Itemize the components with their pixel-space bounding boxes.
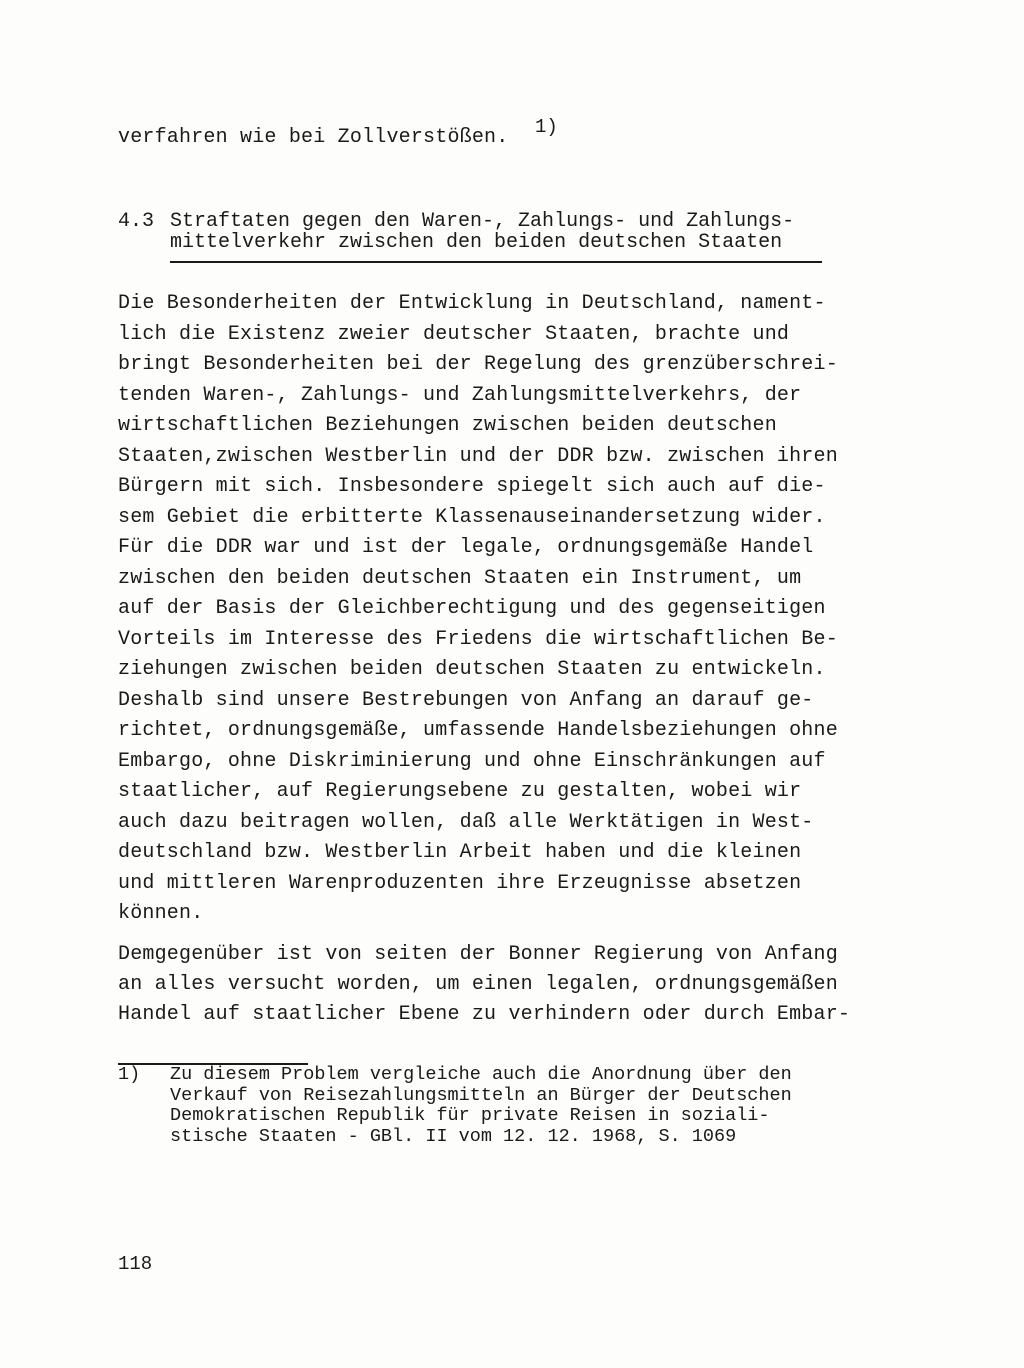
page-number: 118 [118, 1253, 153, 1275]
paragraph-line: Handel auf staatlicher Ebene zu verhindern oder durch Embar- [118, 1003, 851, 1026]
paragraph-line: deutschland bzw. Westberlin Arbeit haben und die kleinen [118, 841, 802, 864]
footnote-marker: 1) [118, 1064, 141, 1085]
paragraph-line: Die Besonderheiten der Entwicklung in Deutschland, nament- [118, 292, 826, 315]
paragraph-line: lich die Existenz zweier deutscher Staaten, brachte und [118, 323, 790, 346]
section-title-underline [170, 261, 822, 263]
paragraph-line: richtet, ordnungsgemäße, umfassende Handelsbeziehungen ohne [118, 719, 838, 742]
paragraph-line: ziehungen zwischen beiden deutschen Staaten zu entwickeln. [118, 658, 826, 681]
paragraph-line: Demgegenüber ist von seiten der Bonner Regierung von Anfang [118, 943, 838, 966]
paragraph-line: sem Gebiet die erbitterte Klassenauseinandersetzung wider. [118, 506, 826, 529]
paragraph-line: an alles versucht worden, um einen legalen, ordnungsgemäßen [118, 973, 838, 996]
paragraph-line: tenden Waren-, Zahlungs- und Zahlungsmittelverkehrs, der [118, 384, 802, 407]
paragraph-line: und mittleren Warenproduzenten ihre Erzeugnisse absetzen [118, 872, 802, 895]
paragraph-line: bringt Besonderheiten bei der Regelung des grenzüberschrei- [118, 353, 838, 376]
section-number: 4.3 [118, 210, 155, 233]
footnote-line: Zu diesem Problem vergleiche auch die Anordnung über den [170, 1064, 792, 1085]
paragraph-line: Für die DDR war und ist der legale, ordnungsgemäße Handel [118, 536, 814, 559]
paragraph-line: können. [118, 902, 204, 925]
paragraph-line: auch dazu beitragen wollen, daß alle Werktätigen in West- [118, 811, 814, 834]
section-title-line-2: mittelverkehr zwischen den beiden deutschen Staaten [170, 231, 783, 254]
paragraph-line: wirtschaftlichen Beziehungen zwischen beiden deutschen [118, 414, 777, 437]
paragraph-line: Bürgern mit sich. Insbesondere spiegelt sich auch auf die- [118, 475, 826, 498]
paragraph-line: Staaten,zwischen Westberlin und der DDR bzw. zwischen ihren [118, 445, 838, 468]
footnote-line: stische Staaten - GBl. II vom 12. 12. 1968, S. 1069 [170, 1126, 737, 1147]
section-title-line-1: Straftaten gegen den Waren-, Zahlungs- und Zahlungs- [170, 210, 795, 233]
paragraph-line: zwischen den beiden deutschen Staaten ein Instrument, um [118, 567, 802, 590]
paragraph-line: auf der Basis der Gleichberechtigung und des gegenseitigen [118, 597, 826, 620]
paragraph-line: Deshalb sind unsere Bestrebungen von Anfang an darauf ge- [118, 689, 814, 712]
intro-line: verfahren wie bei Zollverstößen. [118, 126, 509, 149]
intro-footnote-ref: 1) [535, 116, 558, 138]
paragraph-line: staatlicher, auf Regierungsebene zu gestalten, wobei wir [118, 780, 802, 803]
footnote-line: Demokratischen Republik für private Reisen in soziali- [170, 1105, 770, 1126]
paragraph-line: Vorteils im Interesse des Friedens die wirtschaftlichen Be- [118, 628, 838, 651]
footnote-line: Verkauf von Reisezahlungsmitteln an Bürger der Deutschen [170, 1085, 792, 1106]
paragraph-line: Embargo, ohne Diskriminierung und ohne Einschränkungen auf [118, 750, 826, 773]
